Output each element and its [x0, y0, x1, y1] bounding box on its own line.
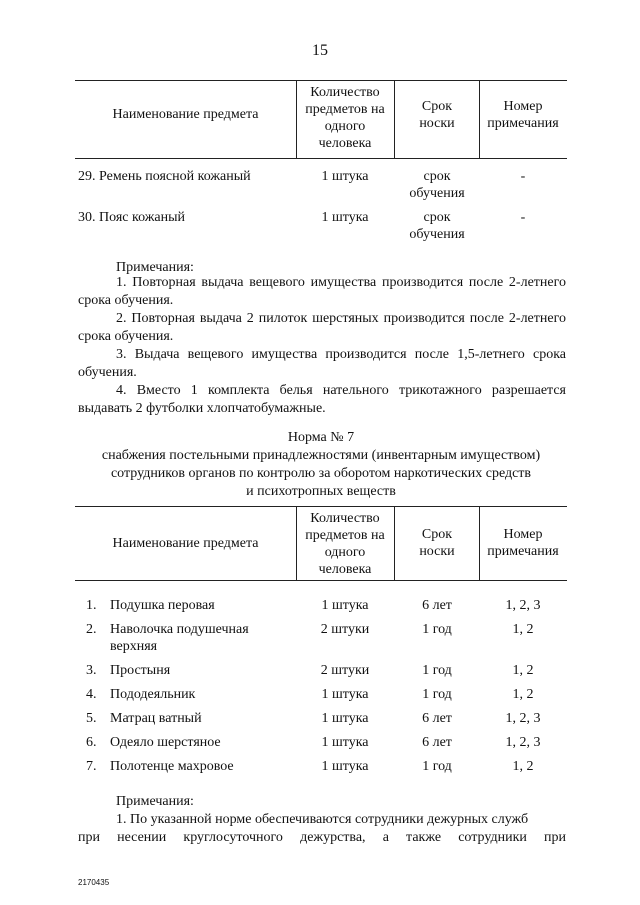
row-note: -: [520, 210, 526, 225]
row-term: 6 лет: [422, 711, 452, 726]
note-item: 4. Вместо 1 комплекта белья нательного трикотажного разрешается выдавать 2 футболки хлопчатобумажные.: [78, 383, 566, 416]
table-1-header-qty: Количество предметов на одного человека: [305, 85, 385, 151]
document-code: 2170435: [78, 878, 110, 887]
row-term: 1 год: [422, 759, 452, 774]
row-name: 29. Ремень поясной кожаный: [78, 169, 251, 184]
row-term: 1 год: [422, 622, 452, 637]
table-2-top-rule: [75, 506, 567, 507]
table-2-header-rule: [75, 580, 567, 581]
table-1-header-note: Номер примечания: [487, 99, 559, 131]
table-2-header-note: Номер примечания: [487, 527, 559, 559]
row-qty: 1 штука: [321, 210, 369, 225]
row-qty: 1 штука: [321, 687, 369, 702]
row-num: 3.: [86, 663, 97, 678]
table-2-header-qty: Количество предметов на одного человека: [305, 511, 385, 577]
row-name: Наволочка подушечная верхняя: [110, 622, 249, 654]
row-name: 30. Пояс кожаный: [78, 210, 186, 225]
row-term: 6 лет: [422, 735, 452, 750]
row-term: срок обучения: [409, 169, 465, 201]
notes-title: Примечания:: [116, 260, 194, 275]
table-2-header-name: Наименование предмета: [112, 536, 259, 551]
row-name: Полотенце махровое: [110, 759, 234, 774]
table-1-divider: [296, 80, 297, 158]
row-num: 2.: [86, 622, 97, 637]
row-qty: 2 штуки: [320, 663, 370, 678]
table-2-header-term: Срок носки: [419, 527, 455, 559]
row-num: 5.: [86, 711, 97, 726]
table-2-divider: [479, 506, 480, 580]
row-note: 1, 2: [512, 687, 534, 702]
row-name: Одеяло шерстяное: [110, 735, 221, 750]
table-1-header-name: Наименование предмета: [112, 107, 259, 122]
row-num: 4.: [86, 687, 97, 702]
row-term: 6 лет: [422, 598, 452, 613]
row-note: 1, 2, 3: [505, 735, 541, 750]
row-note: 1, 2: [512, 759, 534, 774]
row-num: 7.: [86, 759, 97, 774]
row-qty: 1 штука: [321, 711, 369, 726]
note-item: 1. Повторная выдача вещевого имущества производится после 2-летнего срока обучения.: [78, 275, 566, 308]
row-note: 1, 2, 3: [505, 598, 541, 613]
note-line: при несении круглосуточного дежурства, а также сотрудники при: [78, 830, 566, 845]
row-note: 1, 2, 3: [505, 711, 541, 726]
table-1-divider: [479, 80, 480, 158]
norm-title: Норма № 7: [287, 430, 355, 445]
table-1-divider: [394, 80, 395, 158]
row-qty: 1 штука: [321, 735, 369, 750]
row-note: 1, 2: [512, 663, 534, 678]
table-2-divider: [394, 506, 395, 580]
row-note: 1, 2: [512, 622, 534, 637]
row-qty: 1 штука: [321, 169, 369, 184]
table-2-divider: [296, 506, 297, 580]
note-item: 3. Выдача вещевого имущества производится после 1,5-летнего срока обучения.: [78, 347, 566, 380]
table-1-header-term: Срок носки: [419, 99, 455, 131]
row-term: 1 год: [422, 687, 452, 702]
row-name: Простыня: [110, 663, 171, 678]
row-qty: 2 штуки: [320, 622, 370, 637]
row-note: -: [520, 169, 526, 184]
row-term: срок обучения: [409, 210, 465, 242]
row-name: Подушка перовая: [110, 598, 215, 613]
notes-title: Примечания:: [116, 794, 194, 809]
norm-subtitle-line: сотрудников органов по контролю за оборотом наркотических средств: [110, 466, 532, 481]
norm-subtitle-line: снабжения постельными принадлежностями (инвентарным имуществом): [101, 448, 541, 463]
row-qty: 1 штука: [321, 759, 369, 774]
page-number: 15: [312, 42, 328, 59]
norm-subtitle-line: и психотропных веществ: [246, 484, 396, 499]
row-qty: 1 штука: [321, 598, 369, 613]
row-num: 1.: [86, 598, 97, 613]
note-line: 1. По указанной норме обеспечиваются сотрудники дежурных служб: [116, 812, 529, 827]
table-1-header-rule: [75, 158, 567, 159]
row-name: Пододеяльник: [110, 687, 196, 702]
table-1-top-rule: [75, 80, 567, 81]
row-num: 6.: [86, 735, 97, 750]
row-name: Матрац ватный: [110, 711, 202, 726]
note-item: 2. Повторная выдача 2 пилоток шерстяных производится после 2-летнего срока обучения.: [78, 311, 566, 344]
row-term: 1 год: [422, 663, 452, 678]
